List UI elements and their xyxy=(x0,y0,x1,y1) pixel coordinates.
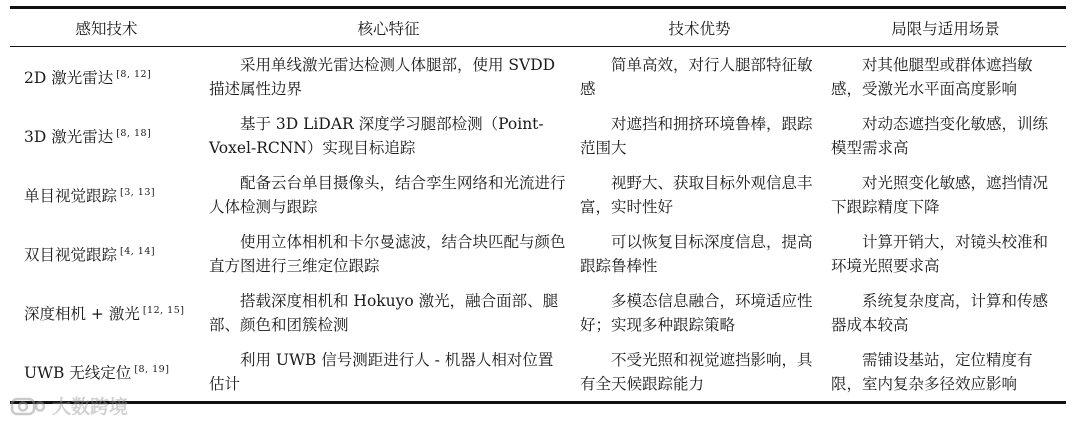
citation: [3, 13] xyxy=(120,187,156,198)
table-row xyxy=(10,165,1066,224)
cell-advantage: 对遮挡和拥挤环境鲁棒，跟踪范围大 xyxy=(580,114,813,157)
table-row xyxy=(10,283,1066,342)
cell-feature: 搭载深度相机和 Hokuyo 激光，融合面部、腿部、颜色和团簇检测 xyxy=(209,291,559,334)
comparison-table-container xyxy=(10,6,1066,404)
header-tech: 感知技术 xyxy=(75,19,138,38)
cell-advantage: 不受光照和视觉遮挡影响，具有全天候跟踪能力 xyxy=(580,350,813,393)
camera-logo-icon xyxy=(10,394,46,418)
citation: [8, 19] xyxy=(134,364,170,375)
watermark-text: 大数跨境 xyxy=(52,396,129,418)
tech-name: 3D 激光雷达 xyxy=(24,128,114,146)
cell-tech xyxy=(10,47,203,107)
header-advantage: 技术优势 xyxy=(668,19,731,38)
table-row xyxy=(10,106,1066,165)
perception-tech-table xyxy=(10,6,1066,404)
tech-name: 单目视觉跟踪 xyxy=(24,187,118,205)
table-header xyxy=(10,8,1066,47)
cell-advantage: 可以恢复目标深度信息，提高跟踪鲁棒性 xyxy=(580,232,813,275)
table-row xyxy=(10,342,1066,403)
cell-advantage: 多模态信息融合，环境适应性好；实现多种跟踪策略 xyxy=(580,291,813,334)
cell-feature: 使用立体相机和卡尔曼滤波，结合块匹配与颜色直方图进行三维定位跟踪 xyxy=(209,232,566,275)
table-row xyxy=(10,224,1066,283)
cell-tech xyxy=(10,283,203,342)
cell-tech xyxy=(10,106,203,165)
cell-limitation: 计算开销大，对镜头校准和环境光照要求高 xyxy=(831,232,1049,275)
tech-name: 双目视觉跟踪 xyxy=(24,246,118,264)
cell-feature: 基于 3D LiDAR 深度学习腿部检测（Point-Voxel-RCNN）实现目标追踪 xyxy=(209,114,544,157)
cell-feature: 采用单线激光雷达检测人体腿部，使用 SVDD 描述属性边界 xyxy=(209,55,556,98)
citation: [8, 12] xyxy=(116,69,152,80)
cell-tech xyxy=(10,165,203,224)
cell-tech xyxy=(10,224,203,283)
watermark xyxy=(10,392,128,419)
cell-limitation: 对光照变化敏感，遮挡情况下跟踪精度下降 xyxy=(831,173,1049,216)
citation: [12, 15] xyxy=(142,305,185,316)
cell-limitation: 对其他腿型或群体遮挡敏感，受激光水平面高度影响 xyxy=(831,55,1033,98)
cell-limitation: 需铺设基站，定位精度有限，室内复杂多径效应影响 xyxy=(831,350,1033,393)
header-limitation: 局限与适用场景 xyxy=(891,19,1000,38)
table-body xyxy=(10,47,1066,403)
table-row xyxy=(10,47,1066,107)
cell-advantage: 简单高效，对行人腿部特征敏感 xyxy=(580,55,813,98)
cell-feature: 利用 UWB 信号测距进行人 - 机器人相对位置估计 xyxy=(209,350,554,393)
cell-limitation: 对动态遮挡变化敏感，训练模型需求高 xyxy=(831,114,1049,157)
tech-name: 2D 激光雷达 xyxy=(24,69,114,87)
citation: [8, 18] xyxy=(116,128,152,139)
tech-name: 深度相机 + 激光 xyxy=(24,305,140,323)
cell-feature: 配备云台单目摄像头，结合孪生网络和光流进行人体检测与跟踪 xyxy=(209,173,566,216)
cell-limitation: 系统复杂度高，计算和传感器成本较高 xyxy=(831,291,1049,334)
cell-advantage: 视野大、获取目标外观信息丰富，实时性好 xyxy=(580,173,813,216)
header-row xyxy=(10,8,1066,47)
header-feature: 核心特征 xyxy=(357,19,420,38)
tech-name: UWB 无线定位 xyxy=(24,364,132,382)
citation: [4, 14] xyxy=(120,246,156,257)
